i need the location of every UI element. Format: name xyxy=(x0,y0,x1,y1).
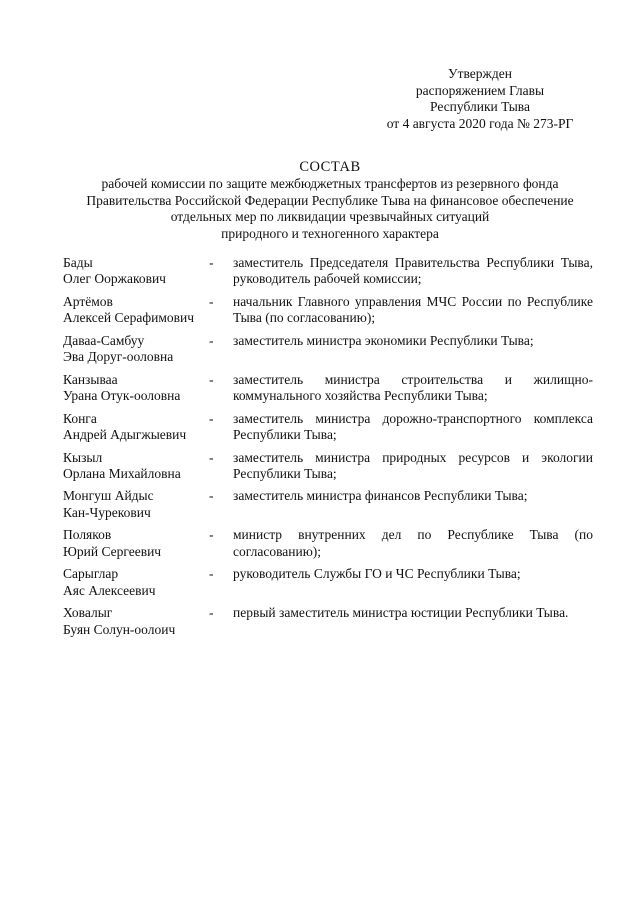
member-name xyxy=(63,605,209,638)
member-given-name: Эва Доруг-ооловна xyxy=(63,349,174,365)
member-name xyxy=(63,333,209,366)
member-given-name: Андрей Адыгжыевич xyxy=(63,427,187,443)
member-row xyxy=(63,372,593,405)
member-given-name: Олег Ооржакович xyxy=(63,271,166,287)
member-row xyxy=(63,488,593,521)
member-row xyxy=(63,605,593,638)
member-dash: - xyxy=(209,410,214,426)
member-dash: - xyxy=(209,566,214,582)
member-row xyxy=(63,450,593,483)
approval-line-approved: Утвержден xyxy=(448,66,512,81)
member-dash: - xyxy=(209,332,214,348)
member-name xyxy=(63,294,209,327)
member-role: заместитель министра природных ресурсов и экологии Республики Тыва; xyxy=(233,449,593,481)
member-role: первый заместитель министра юстиции Республики Тыва. xyxy=(233,605,569,621)
document-subtitle-line-4: природного и техногенного характера xyxy=(221,225,439,241)
member-row xyxy=(63,294,593,327)
approval-line-date-number: от 4 августа 2020 года № 273-РГ xyxy=(386,115,574,131)
member-row xyxy=(63,566,593,599)
member-name xyxy=(63,527,209,560)
member-name xyxy=(63,450,209,483)
member-surname: Монгуш Айдыс xyxy=(63,488,154,504)
member-dash: - xyxy=(209,488,214,504)
member-row xyxy=(63,411,593,444)
member-surname: Канзываа xyxy=(63,371,118,387)
member-surname: Конга xyxy=(63,410,97,426)
document-title-block xyxy=(40,159,620,242)
member-given-name: Кан-Чурекович xyxy=(63,504,151,520)
member-role: заместитель министра экономики Республики Тыва; xyxy=(233,332,534,348)
member-dash: - xyxy=(209,371,214,387)
member-role: заместитель Председателя Правительства Республики Тыва, руководитель рабочей комиссии; xyxy=(233,255,593,287)
member-surname: Кызыл xyxy=(63,449,103,465)
member-name xyxy=(63,411,209,444)
member-role: заместитель министра финансов Республики Тыва; xyxy=(233,488,528,504)
document-subtitle-line-1: рабочей комиссии по защите межбюджетных трансфертов из резервного фонда xyxy=(101,176,559,191)
commission-members-list xyxy=(63,255,593,644)
member-surname: Сарыглар xyxy=(63,566,119,582)
approval-stamp-block xyxy=(330,66,630,132)
member-given-name: Орлана Михайловна xyxy=(63,465,181,481)
member-surname: Бады xyxy=(63,255,93,270)
member-name xyxy=(63,372,209,405)
member-given-name: Алексей Серафимович xyxy=(63,310,195,326)
member-given-name: Буян Солун-оолоич xyxy=(63,621,176,637)
member-surname: Даваа-Самбуу xyxy=(63,332,145,348)
document-subtitle-line-2: Правительства Российской Федерации Республике Тыва на финансовое обеспечение xyxy=(86,192,574,208)
member-role: министр внутренних дел по Республике Тыва (по согласованию); xyxy=(233,527,593,559)
member-role: заместитель министра дорожно-транспортного комплекса Республики Тыва; xyxy=(233,410,593,443)
member-name xyxy=(63,488,209,521)
approval-line-republic: Республики Тыва xyxy=(430,99,530,114)
member-given-name: Аяс Алексеевич xyxy=(63,582,156,598)
member-row xyxy=(63,255,593,288)
member-dash: - xyxy=(209,605,214,621)
member-dash: - xyxy=(209,293,214,309)
member-role: заместитель министра строительства и жилищно-коммунального хозяйства Республики Тыва; xyxy=(233,371,593,404)
member-given-name: Урана Отук-ооловна xyxy=(63,388,181,404)
member-role: руководитель Службы ГО и ЧС Республики Тыва; xyxy=(233,566,521,582)
member-dash: - xyxy=(209,255,214,270)
member-name xyxy=(63,255,209,288)
member-dash: - xyxy=(209,449,214,465)
member-surname: Поляков xyxy=(63,527,112,543)
approval-line-by-order: распоряжением Главы xyxy=(415,82,545,98)
member-dash: - xyxy=(209,527,214,543)
member-row xyxy=(63,333,593,366)
member-name xyxy=(63,566,209,599)
document-subtitle-line-3: отдельных мер по ликвидации чрезвычайных ситуаций xyxy=(170,209,490,225)
document-heading: СОСТАВ xyxy=(299,159,361,175)
member-row xyxy=(63,527,593,560)
member-surname: Артёмов xyxy=(63,293,113,309)
member-surname: Ховалыг xyxy=(63,605,113,621)
member-role: начальник Главного управления МЧС России по Республике Тыва (по согласованию); xyxy=(233,293,593,326)
member-given-name: Юрий Сергеевич xyxy=(63,543,162,559)
